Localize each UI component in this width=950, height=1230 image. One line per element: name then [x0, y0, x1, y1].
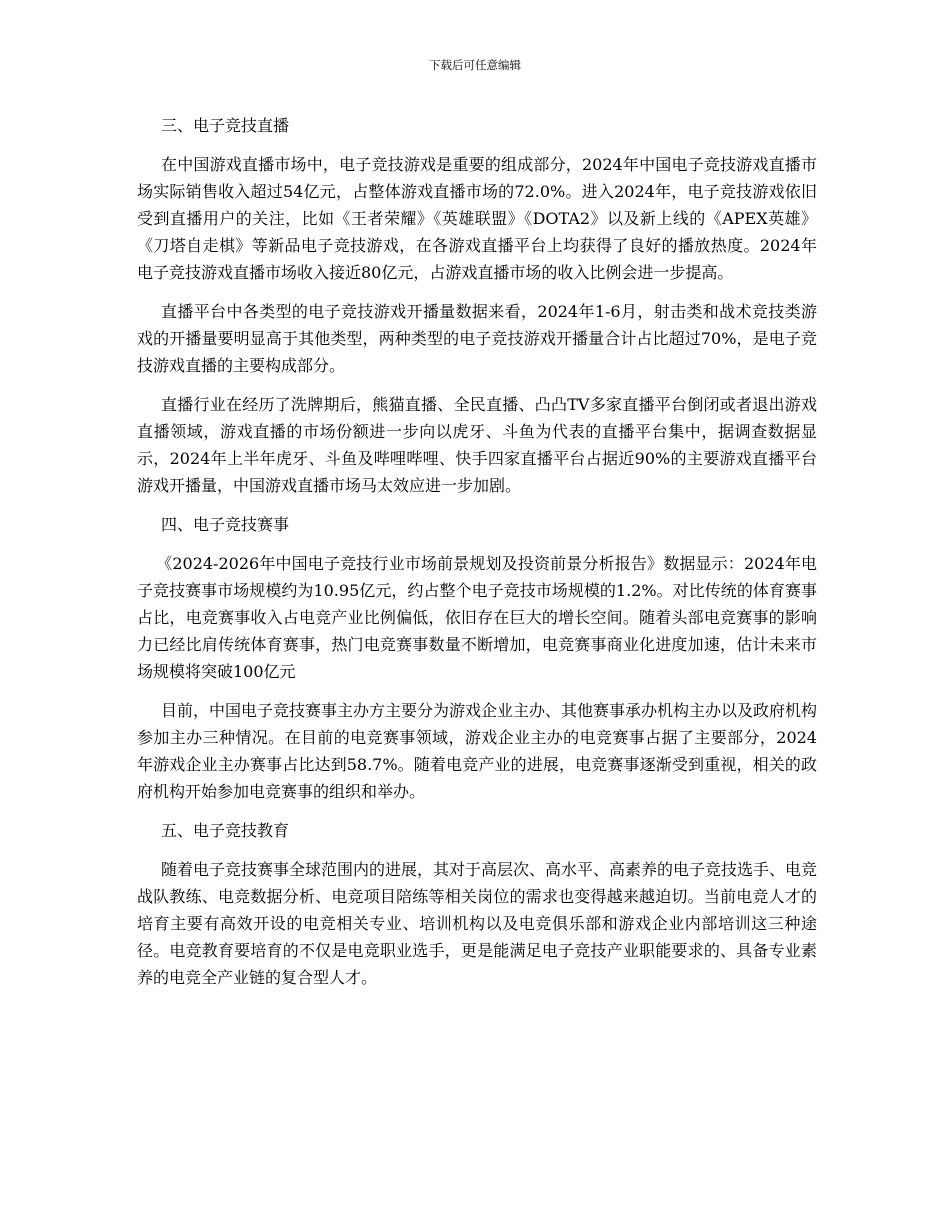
- paragraph-esports-live-2: 直播平台中各类型的电子竞技游戏开播量数据来看，2024年1-6月，射击类和战术竞技类游戏的开播量要明显高于其他类型，两种类型的电子竞技游戏开播量合计占比超过70%，是电子竞技游戏直播的主要构成部分。: [137, 302, 817, 375]
- document-body: [137, 112, 817, 1003]
- page-header: 下载后可任意编辑: [429, 58, 521, 72]
- paragraph-esports-live-1: 在中国游戏直播市场中，电子竞技游戏是重要的组成部分，2024年中国电子竞技游戏直播市场实际销售收入超过54亿元，占整体游戏直播市场的72.0%。进入2024年，电子竞技游戏依旧受到直播用户的关注，比如《王者荣耀》《英雄联盟》《DOTA2》以及新上线的《APEX英雄》《刀塔自走棋》等新品电子竞技游戏，在各游戏直播平台上均获得了良好的播放热度。2024年电子竞技游戏直播市场收入接近80亿元，占游戏直播市场的收入比例会进一步提高。: [137, 155, 817, 282]
- section-heading-esports-live: 三、电子竞技直播: [161, 116, 290, 135]
- section-heading-esports-education: 五、电子竞技教育: [161, 821, 290, 840]
- paragraph-esports-education-1: 随着电子竞技赛事全球范围内的进展，其对于高层次、高水平、高素养的电子竞技选手、电竞战队教练、电竞数据分析、电竞项目陪练等相关岗位的需求也变得越来越迫切。当前电竞人才的培育主要有高效开设的电竞相关专业、培训机构以及电竞俱乐部和游戏企业内部培训这三种途径。电竞教育要培育的不仅是电竞职业选手，更是能满足电子竞技产业职能要求的、具备专业素养的电竞全产业链的复合型人才。: [137, 860, 818, 987]
- section-heading-esports-events: 四、电子竞技赛事: [161, 515, 290, 534]
- paragraph-esports-events-2: 目前，中国电子竞技赛事主办方主要分为游戏企业主办、其他赛事承办机构主办以及政府机构参加主办三种情况。在目前的电竞赛事领域，游戏企业主办的电竞赛事占据了主要部分，2024年游戏企业主办赛事占比达到58.7%。随着电竞产业的进展，电竞赛事逐渐受到重视，相关的政府机构开始参加电竞赛事的组织和举办。: [137, 701, 818, 801]
- paragraph-esports-events-1: 《2024-2026年中国电子竞技行业市场前景规划及投资前景分析报告》数据显示：2024年电子竞技赛事市场规模约为10.95亿元，约占整个电子竞技市场规模的1.2%。对比传统的体育赛事占比，电竞赛事收入占电竞产业比例偏低，依旧存在巨大的增长空间。随着头部电竞赛事的影响力已经比肩传统体育赛事，热门电竞赛事数量不断增加，电竞赛事商业化进度加速，估计未来市场规模将突破100亿元: [137, 554, 817, 681]
- paragraph-esports-live-3: 直播行业在经历了洗牌期后，熊猫直播、全民直播、凸凸TV多家直播平台倒闭或者退出游戏直播领域，游戏直播的市场份额进一步向以虎牙、斗鱼为代表的直播平台集中，据调查数据显示，2024年上半年虎牙、斗鱼及哔哩哔哩、快手四家直播平台占据近90%的主要游戏直播平台游戏开播量，中国游戏直播市场马太效应进一步加剧。: [137, 395, 817, 495]
